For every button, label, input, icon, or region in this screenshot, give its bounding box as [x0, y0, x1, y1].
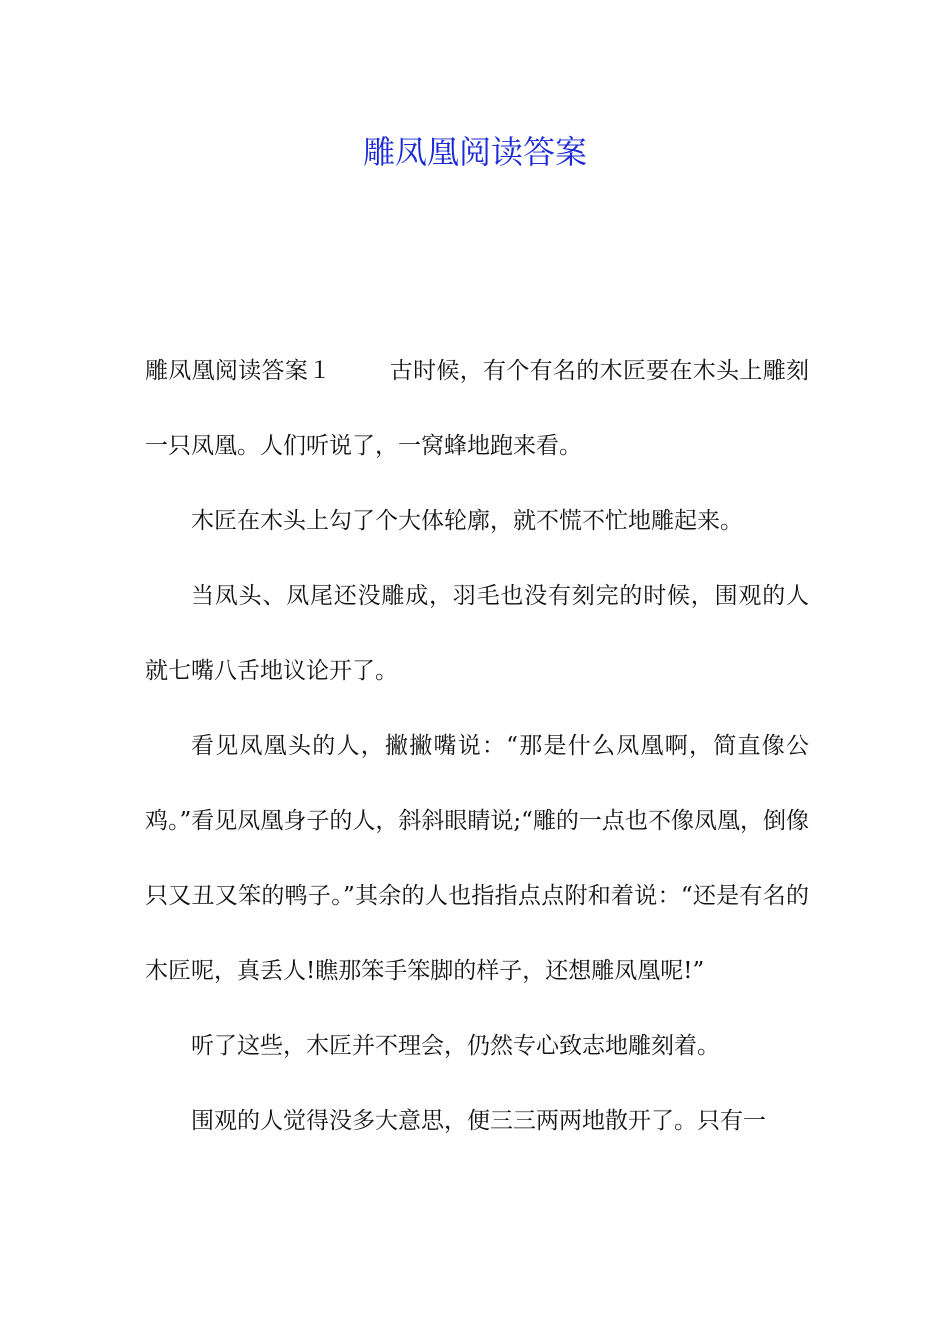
paragraph-5: 听了这些，木匠并不理会，仍然专心致志地雕刻着。 [191, 1033, 720, 1059]
paragraph-3: 当凤头、凤尾还没雕成，羽毛也没有刻完的时候，围观的人就七嘴八舌地议论开了。 [145, 583, 809, 684]
document-body [145, 334, 809, 1159]
paragraph-4: 看见凤凰头的人，撇撇嘴说：“那是什么凤凰啊，简直像公鸡。”看见凤凰身子的人，斜斜眼睛说;“雕的一点也不像凤凰，倒像只又丑又笨的鸭子。”其余的人也指指点点附和着说：“还是有名的木匠呢，真丢人!瞧那笨手笨脚的样子，还想雕凤凰呢!” [145, 733, 809, 984]
paragraph-6: 围观的人觉得没多大意思，便三三两两地散开了。只有一 [191, 1108, 766, 1134]
paragraph-2: 木匠在木头上勾了个大体轮廓，就不慌不忙地雕起来。 [191, 508, 743, 534]
paragraph-1 [145, 334, 809, 484]
section-heading: 雕凤凰阅读答案１ [145, 358, 332, 384]
paragraph-1-text: 古时候，有个有名的木匠要在木头上雕刻一只凤凰。人们听说了，一窝蜂地跑来看。 [145, 358, 810, 459]
document-title: 雕凤凰阅读答案 [362, 133, 587, 171]
